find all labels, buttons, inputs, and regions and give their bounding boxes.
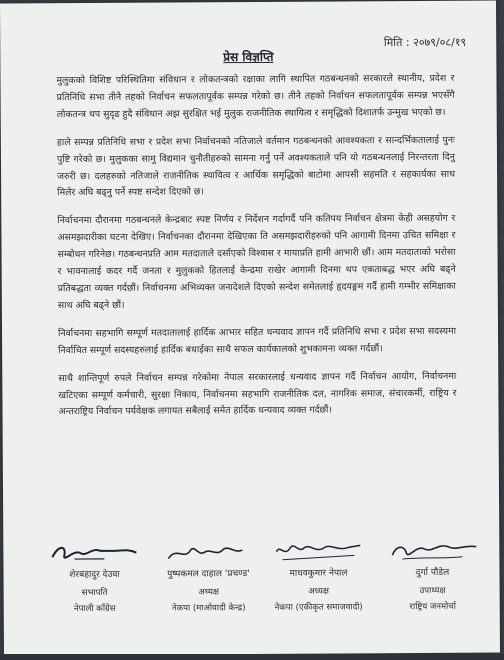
- handwritten-signature-1: [44, 539, 144, 568]
- signatory-name: दुर्गा पौडेल: [415, 567, 450, 578]
- document-date: मिति : २०७९/०८/१९: [383, 35, 467, 50]
- document-title: प्रेस विज्ञप्ति: [223, 49, 274, 65]
- signatory-4: [377, 537, 487, 613]
- signatory-1: [39, 539, 149, 615]
- signatory-3: [263, 537, 373, 613]
- handwritten-signature-2: [158, 538, 258, 567]
- signatory-party: नेकपा (एकीकृत समाजवादी): [274, 602, 363, 613]
- signatory-name: शेरबहादुर देउवा: [69, 569, 120, 581]
- paragraph-4: निर्वाचनमा सहभागि सम्पूर्ण मतदातालाई हार्दिक आभार सहित धन्यवाद ज्ञापन गर्दै प्रतिनिधि सभा र प्रदेश सभा सदस्यमा निर्वाचित सम्पूर्ण सदस्यहरुलाई हार्दिक बधाईका साथै सफल कार्यकालको शुभकामना व्यक्त गर्दछौं।: [57, 325, 457, 356]
- signatory-role: उपाध्यक्ष: [419, 585, 446, 596]
- paragraph-2: हाले सम्पन्न प्रतिनिधि सभा र प्रदेश सभा निर्वाचनको नतिजाले वर्तमान गठबन्धनको आवश्यकता र सान्दर्भिकतालाई पुनः पुष्टि गरेको छ। मुलुकका सामु विद्यमान चुनौतीहरुको सामना गर्नु पर्ने अवश्यकताले पनि यो गठबन्धनलाई निरन्तरता दिनु जरुरी छ। दलहरुको नतिजाले राजनीतिक स्थायित्व र आर्थिक समृद्धिको बाटोमा आपसी सहमति र सहकार्यका साथ मिलेर अघि बढ्नु पर्ने स्पष्ट सन्देश दिएको छ।: [56, 134, 456, 199]
- signatory-role: सभापति: [81, 587, 108, 599]
- signatory-role: अध्यक्ष: [198, 587, 220, 598]
- signatory-party: नेकपा (माओवादी केन्द्र): [171, 603, 246, 614]
- signatures-row: [45, 537, 482, 640]
- signatory-name: पुष्पकमल दाहाल 'प्रचण्ड': [167, 569, 250, 580]
- photo-edge: [0, 654, 504, 660]
- document-body: [56, 71, 456, 433]
- signatory-party: नेपाली काँग्रेस: [73, 603, 116, 615]
- handwritten-signature-4: [382, 537, 482, 566]
- paragraph-5: साथै शान्तिपूर्ण रुपले निर्वाचन सम्पन्न गरेकोमा नेपाल सरकारलाई धन्यवाद ज्ञापन गर्दै निर्वाचन आयोग, निर्वाचनमा खटिएका सम्पूर्ण कर्मचारी, सुरक्षा निकाय, निर्वाचनमा सहभागि राजनीतिक दल, नागरिक समाज, संचारकर्मी, राष्ट्रिय र अन्तराष्ट्रिय निर्वाचन पर्यवेक्षक लगायत सबैलाई समेत हार्दिक धन्यवाद व्यक्त गर्दछौं।: [58, 370, 457, 418]
- handwritten-signature-3: [268, 537, 368, 566]
- paragraph-1: मुलुकको विशिष्ट परिस्थितिमा संविधान र लोकतन्त्रको रक्षाका लागि स्थापित गठबन्धनको सरकारले स्थानीय, प्रदेश र प्रतिनिधि सभा तीनै तहको निर्वाचन सफलतापूर्वक सम्पन्न गरेको छ। तीनै तहको निर्वाचन सफलतापूर्वक सम्पन्न भएसँगै लोकतन्त्र थप सुदृढ हुदै संविधान अझ सुरक्षित भई मुलुक राजनीतिक स्थायित्व र समृद्धिको दिशातर्फ उन्मुख भएको छ।: [56, 72, 455, 120]
- signatory-2: [153, 538, 263, 614]
- signatory-party: राष्ट्रिय जनमोर्चा: [409, 601, 456, 613]
- signatory-name: माधवकुमार नेपाल: [289, 568, 348, 579]
- signatory-role: अध्यक्ष: [308, 586, 330, 597]
- paragraph-3: निर्वाचनमा दौरानमा गठबन्धनले केन्द्रबाट स्पष्ट निर्णय र निर्देशन गर्दागर्दै पनि कतिपय निर्वाचन क्षेत्रमा केही असहयोग र असमझदारीका घटना देखिए। निर्वाचनका दौरानमा देखिएका ति असमझदारीहरुको पनि आगामी दिनमा उचित समिक्षा र सम्बोधन गरिनेछ। गठबन्धनप्रति आम मतदाताले दर्साएको विश्वास र मायाप्रति हामी आभारी छौं। आम मतदाताको भरोसा र भावनालाई कदर गर्दै जनता र मुलुकको हितलाई केन्द्रमा राखेर आगामी दिनमा थप एकताबद्ध भएर अघि बढ्ने प्रतिबद्धता व्यक्त गर्दछौं। निर्वाचनमा अभिव्यक्त जनादेशले दिएको सन्देश समेतलाई हृदयङ्गम गर्दै हामी गम्भीर समिक्षाका साथ अघि बढ्ने छौं।: [57, 213, 456, 312]
